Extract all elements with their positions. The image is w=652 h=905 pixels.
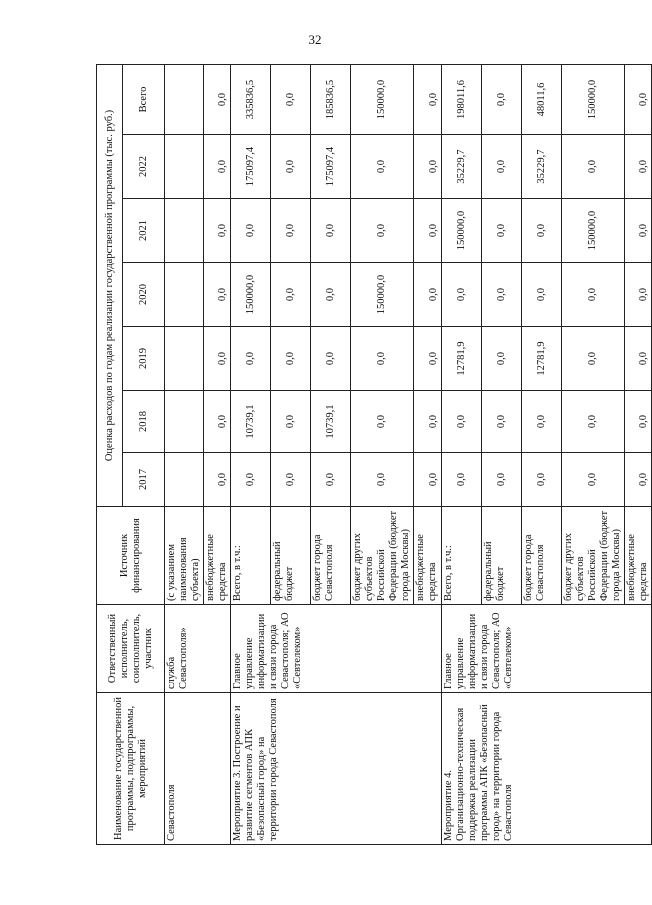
value-cell: 0,0 bbox=[204, 135, 231, 199]
value-cell: 0,0 bbox=[231, 199, 271, 263]
header-year: 2017 bbox=[123, 453, 165, 507]
value-cell: 0,0 bbox=[482, 327, 522, 391]
value-cell: 12781,9 bbox=[442, 327, 482, 391]
value-cell: 0,0 bbox=[482, 64, 522, 134]
value-cell: 0,0 bbox=[414, 64, 442, 134]
header-year: 2018 bbox=[123, 391, 165, 453]
source-cell: федеральный бюджет bbox=[271, 507, 311, 605]
value-cell: 0,0 bbox=[231, 327, 271, 391]
value-cell: 185836,5 bbox=[311, 64, 351, 134]
value-cell: 0,0 bbox=[522, 391, 562, 453]
activity-3-responsible: Главное управление информатизации и связи города Севастополя; АО «Севтелеком» bbox=[231, 605, 442, 693]
value-cell: 0,0 bbox=[562, 263, 625, 327]
program-name-cell: Севастополя bbox=[165, 693, 231, 845]
header-year: 2021 bbox=[123, 199, 165, 263]
value-cell: 0,0 bbox=[204, 327, 231, 391]
value-cell: 0,0 bbox=[482, 391, 522, 453]
value-cell: 10739,1 bbox=[311, 391, 351, 453]
value-cell: 0,0 bbox=[351, 453, 414, 507]
value-cell: 0,0 bbox=[271, 199, 311, 263]
value-cell: 0,0 bbox=[204, 453, 231, 507]
header-year: 2022 bbox=[123, 135, 165, 199]
value-cell: 150000,0 bbox=[562, 199, 625, 263]
value-cell: 0,0 bbox=[625, 199, 652, 263]
value-cell: 0,0 bbox=[271, 263, 311, 327]
value-cell: 0,0 bbox=[271, 453, 311, 507]
value-cell: 0,0 bbox=[351, 135, 414, 199]
source-cell: федеральный бюджет bbox=[482, 507, 522, 605]
value-cell: 0,0 bbox=[271, 327, 311, 391]
value-cell: 0,0 bbox=[522, 263, 562, 327]
value-cell: 0,0 bbox=[625, 263, 652, 327]
value-cell: 0,0 bbox=[271, 135, 311, 199]
header-total: Всего bbox=[123, 64, 165, 134]
value-cell: 0,0 bbox=[414, 453, 442, 507]
value-cell: 0,0 bbox=[414, 391, 442, 453]
source-cell: внебюджетные средства bbox=[204, 507, 231, 605]
source-cell: бюджет других субъектов Российской Федерации (бюджет города Москвы) bbox=[351, 507, 414, 605]
value-cell: 0,0 bbox=[625, 64, 652, 134]
value-cell: 0,0 bbox=[562, 327, 625, 391]
budget-table-rotated bbox=[96, 65, 649, 845]
header-funding-source: Источник финансирования bbox=[97, 507, 165, 605]
value-cell: 0,0 bbox=[351, 391, 414, 453]
value-cell: 150000,0 bbox=[442, 199, 482, 263]
value-cell: 0,0 bbox=[414, 199, 442, 263]
source-cell: Всего, в т.ч.: bbox=[231, 507, 271, 605]
value-cell: 0,0 bbox=[625, 453, 652, 507]
source-cell: (с указанием наименования субъекта) bbox=[165, 507, 204, 605]
value-cell: 10739,1 bbox=[231, 391, 271, 453]
activity-4-responsible: Главное управление информатизации и связи города Севастополя; АО «Севтелеком» bbox=[442, 605, 652, 693]
responsible-cell: служба Севастополя» bbox=[165, 605, 231, 693]
value-cell: 0,0 bbox=[522, 199, 562, 263]
value-cell: 0,0 bbox=[204, 391, 231, 453]
value-cell: 0,0 bbox=[414, 135, 442, 199]
value-cell: 0,0 bbox=[204, 64, 231, 134]
value-cell: 0,0 bbox=[442, 453, 482, 507]
value-cell: 175097,4 bbox=[311, 135, 351, 199]
value-cell: 0,0 bbox=[351, 327, 414, 391]
value-cell: 0,0 bbox=[482, 135, 522, 199]
value-cell: 0,0 bbox=[271, 391, 311, 453]
value-cell: 0,0 bbox=[311, 453, 351, 507]
header-year: 2019 bbox=[123, 327, 165, 391]
value-cell: 150000,0 bbox=[562, 64, 625, 134]
value-cell: 0,0 bbox=[414, 263, 442, 327]
value-cell: 0,0 bbox=[482, 263, 522, 327]
value-cell: 0,0 bbox=[414, 327, 442, 391]
header-estimate: Оценка расходов по годам реализации государственной программы (тыс. руб.) bbox=[97, 64, 123, 506]
header-program-name: Наименование государственной программы, подпрограммы, мероприятий bbox=[97, 693, 165, 845]
source-cell: внебюджетные средства bbox=[625, 507, 652, 605]
budget-table bbox=[96, 64, 652, 845]
header-responsible: Ответственный исполнитель, соисполнитель, участник bbox=[97, 605, 165, 693]
value-cell: 150000,0 bbox=[231, 263, 271, 327]
value-cell: 48011,6 bbox=[522, 64, 562, 134]
source-cell: бюджет города Севастополя bbox=[522, 507, 562, 605]
value-cell: 0,0 bbox=[482, 453, 522, 507]
value-cell: 35229,7 bbox=[442, 135, 482, 199]
source-cell: внебюджетные средства bbox=[414, 507, 442, 605]
value-cell: 0,0 bbox=[204, 199, 231, 263]
value-cell: 0,0 bbox=[311, 263, 351, 327]
activity-4-name: Мероприятие 4. Организационно-техническая поддержка реализации программы АПК «Безопасный город» на территории города Севастополя bbox=[442, 693, 652, 845]
value-cell: 0,0 bbox=[562, 391, 625, 453]
source-cell: бюджет других субъектов Российской Федерации (бюджет города Москвы) bbox=[562, 507, 625, 605]
value-cell: 0,0 bbox=[625, 135, 652, 199]
page-number: 32 bbox=[308, 32, 322, 47]
value-cell: 0,0 bbox=[271, 64, 311, 134]
value-cell: 198011,6 bbox=[442, 64, 482, 134]
value-cell: 0,0 bbox=[625, 391, 652, 453]
header-year: 2020 bbox=[123, 263, 165, 327]
value-cell: 0,0 bbox=[311, 199, 351, 263]
value-cell: 0,0 bbox=[442, 391, 482, 453]
value-cell: 0,0 bbox=[562, 453, 625, 507]
value-cell: 0,0 bbox=[311, 327, 351, 391]
value-cell: 0,0 bbox=[231, 453, 271, 507]
value-cell: 0,0 bbox=[204, 263, 231, 327]
value-cell: 0,0 bbox=[522, 453, 562, 507]
value-cell: 175097,4 bbox=[231, 135, 271, 199]
source-cell: Всего, в т.ч.: bbox=[442, 507, 482, 605]
source-cell: бюджет города Севастополя bbox=[311, 507, 351, 605]
activity-3-name: Мероприятие 3. Построение и развитие сегментов АПК «Безопасный город» на территории города Севастополя bbox=[231, 693, 442, 845]
value-cell: 0,0 bbox=[482, 199, 522, 263]
value-cell: 150000,0 bbox=[351, 64, 414, 134]
value-cell: 35229,7 bbox=[522, 135, 562, 199]
value-cell: 0,0 bbox=[562, 135, 625, 199]
value-cell: 0,0 bbox=[625, 327, 652, 391]
value-cell: 0,0 bbox=[442, 263, 482, 327]
value-cell: 335836,5 bbox=[231, 64, 271, 134]
value-cell: 12781,9 bbox=[522, 327, 562, 391]
value-cell: 0,0 bbox=[351, 199, 414, 263]
value-cell: 150000,0 bbox=[351, 263, 414, 327]
